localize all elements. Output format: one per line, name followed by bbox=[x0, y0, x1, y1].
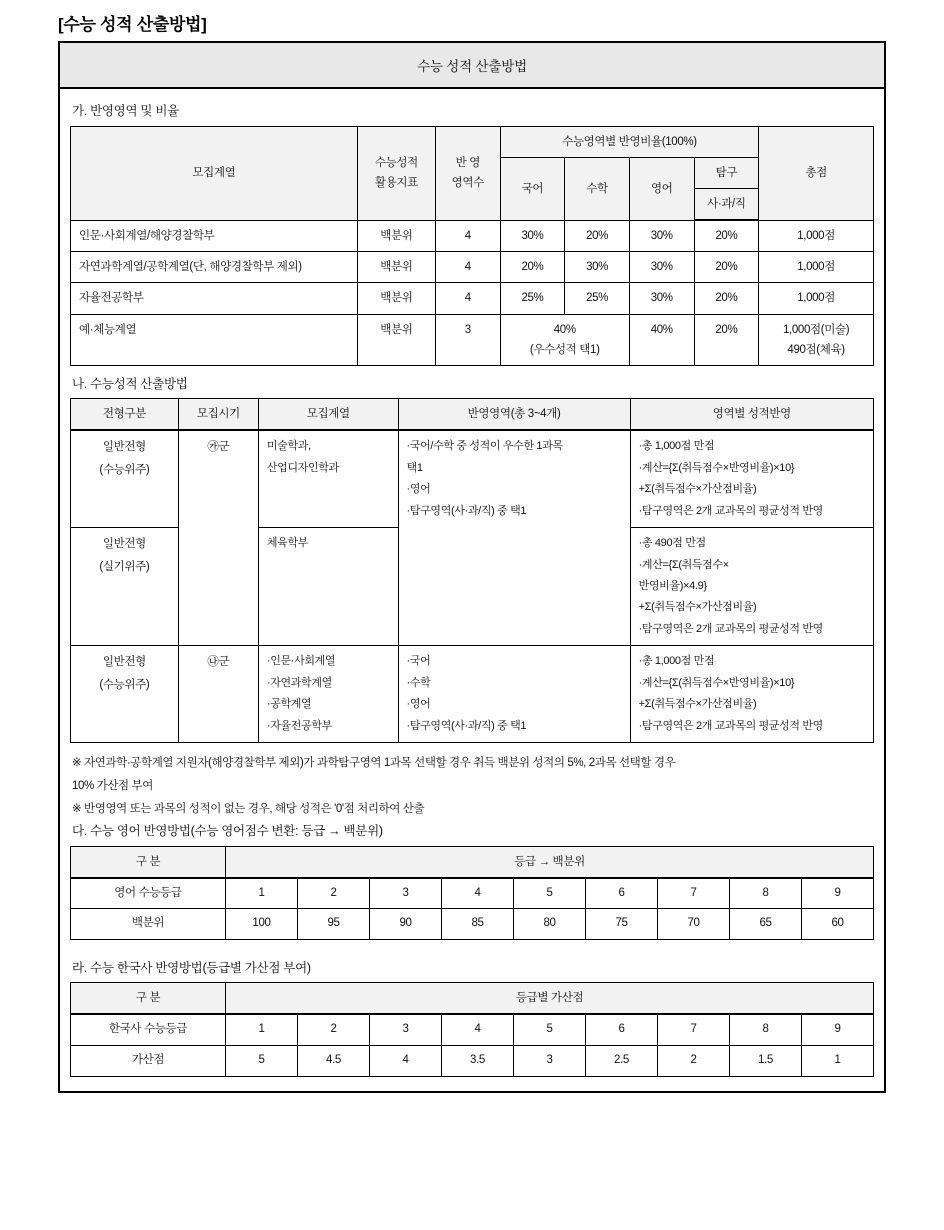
cell-grade: 5 bbox=[514, 878, 586, 909]
list-item: +Σ(취득점수×가산점비율) bbox=[638, 483, 757, 496]
cell-grade: 8 bbox=[730, 878, 802, 909]
cell-korean: 20% bbox=[500, 252, 565, 283]
type-line1: 일반전형 bbox=[102, 656, 146, 669]
cell-bonus: 2 bbox=[658, 1045, 730, 1076]
cell-score bbox=[630, 528, 873, 646]
major-list bbox=[267, 651, 394, 737]
cell-bonus: 3 bbox=[514, 1045, 586, 1076]
table-calculation-method bbox=[70, 398, 874, 743]
cell-bonus: 4 bbox=[370, 1045, 442, 1076]
section-b-notes bbox=[72, 752, 872, 821]
row-label-bonus: 가산점 bbox=[71, 1045, 226, 1076]
table-row bbox=[71, 909, 874, 940]
list-item: ·자연과학계열 bbox=[266, 676, 332, 689]
box-heading: 수능 성적 산출방법 bbox=[60, 43, 884, 89]
score-list bbox=[639, 651, 869, 737]
th-count-line2: 영역수 bbox=[451, 177, 484, 190]
table-d-head-row bbox=[71, 983, 874, 1015]
table-row bbox=[71, 283, 874, 314]
cell-count: 4 bbox=[435, 220, 500, 252]
cell-bonus: 2.5 bbox=[586, 1045, 658, 1076]
cell-bonus: 3.5 bbox=[442, 1045, 514, 1076]
cell-term: ㉮군 bbox=[178, 430, 258, 645]
score-list bbox=[639, 436, 869, 522]
cell-index: 백분위 bbox=[357, 252, 435, 283]
type-line1: 일반전형 bbox=[102, 538, 146, 551]
major-list bbox=[267, 436, 394, 479]
list-item: ·영어 bbox=[406, 483, 431, 496]
cell-grade: 6 bbox=[586, 878, 658, 909]
th-score: 영역별 성적반영 bbox=[630, 399, 873, 431]
list-item: ·계산={Σ(취득점수× bbox=[638, 558, 729, 571]
cell-count: 3 bbox=[435, 314, 500, 365]
table-d-body bbox=[71, 1014, 874, 1076]
section-a-label: 가. 반영영역 및 비율 bbox=[72, 104, 179, 119]
cell-grade: 6 bbox=[586, 1014, 658, 1045]
cell-english: 40% bbox=[629, 314, 694, 365]
section-b-label: 나. 수능성적 산출방법 bbox=[72, 376, 188, 391]
cell-total bbox=[759, 314, 874, 365]
cell-count: 4 bbox=[435, 252, 500, 283]
th-index bbox=[357, 126, 435, 220]
th-english: 영어 bbox=[629, 157, 694, 220]
row-label-percentile: 백분위 bbox=[71, 909, 226, 940]
cell-grade: 1 bbox=[226, 1014, 298, 1045]
cell-grade: 7 bbox=[658, 878, 730, 909]
cell-percentile: 65 bbox=[730, 909, 802, 940]
list-item: ·공학계열 bbox=[266, 698, 312, 711]
cell-grade: 5 bbox=[514, 1014, 586, 1045]
list-item: ·탐구영역(사·과/직) 중 택1 bbox=[406, 504, 527, 517]
list-item: ·계산={Σ(취득점수×반영비율)×10} bbox=[638, 461, 795, 474]
table-b-head bbox=[71, 399, 874, 431]
cell-type bbox=[71, 646, 179, 743]
cell-english: 30% bbox=[629, 283, 694, 314]
type-line2: (수능위주) bbox=[99, 678, 150, 691]
list-item: ·탐구영역은 2개 교과목의 평균성적 반영 bbox=[638, 719, 823, 732]
cell-major bbox=[258, 430, 398, 527]
cell-math: 20% bbox=[565, 220, 630, 252]
table-b-head-row bbox=[71, 399, 874, 431]
th-term: 모집시기 bbox=[178, 399, 258, 431]
cell-grade: 1 bbox=[226, 878, 298, 909]
areas-list bbox=[407, 651, 626, 737]
list-item: ·총 1,000점 만점 bbox=[638, 440, 715, 453]
cell-score bbox=[630, 430, 873, 527]
table-reflection-ratio bbox=[70, 126, 874, 366]
th-division: 구 분 bbox=[71, 983, 226, 1015]
th-count-line1: 반 영 bbox=[455, 157, 480, 170]
box-body bbox=[60, 89, 884, 1090]
section-c-label: 다. 수능 영어 반영방법(수능 영어점수 변환: 등급 → 백분위) bbox=[72, 824, 383, 839]
cell-korean-math-merged bbox=[500, 314, 629, 365]
table-row bbox=[71, 314, 874, 365]
cell-total: 1,000점 bbox=[759, 220, 874, 252]
table-row bbox=[71, 430, 874, 527]
list-item: 산업디자인학과 bbox=[266, 461, 339, 474]
cell-inquiry: 20% bbox=[694, 252, 759, 283]
list-item: ·인문·사회계열 bbox=[266, 655, 336, 668]
row-label-grade: 영어 수능등급 bbox=[71, 878, 226, 909]
list-item: ·영어 bbox=[406, 698, 431, 711]
score-list bbox=[639, 533, 869, 640]
th-division: 구 분 bbox=[71, 846, 226, 878]
th-count bbox=[435, 126, 500, 220]
list-item: ·총 1,000점 만점 bbox=[638, 655, 715, 668]
cell-bonus: 1.5 bbox=[730, 1045, 802, 1076]
cell-percentile: 85 bbox=[442, 909, 514, 940]
cell-grade: 4 bbox=[442, 878, 514, 909]
table-english-conversion bbox=[70, 846, 874, 940]
cell-score bbox=[630, 646, 873, 743]
table-c-body bbox=[71, 878, 874, 940]
cell-bonus: 1 bbox=[802, 1045, 874, 1076]
merged-line2: (우수성적 택1) bbox=[529, 343, 600, 356]
note-line: ※ 반영영역 또는 과목의 성적이 없는 경우, 해당 성적은 '0'점 처리하여 산출 bbox=[72, 803, 425, 816]
list-item: ·탐구영역은 2개 교과목의 평균성적 반영 bbox=[638, 622, 823, 635]
list-item: +Σ(취득점수×가산점비율) bbox=[638, 601, 757, 614]
cell-english: 30% bbox=[629, 220, 694, 252]
cell-grade: 7 bbox=[658, 1014, 730, 1045]
cell-areas bbox=[398, 430, 630, 645]
type-line2: (수능위주) bbox=[99, 463, 150, 476]
th-areas: 반영영역(총 3~4개) bbox=[398, 399, 630, 431]
th-major: 모집계열 bbox=[258, 399, 398, 431]
th-total: 총점 bbox=[759, 126, 874, 220]
cell-grade: 8 bbox=[730, 1014, 802, 1045]
cell-korean: 25% bbox=[500, 283, 565, 314]
cell-english: 30% bbox=[629, 252, 694, 283]
cell-inquiry: 20% bbox=[694, 220, 759, 252]
spacer bbox=[70, 940, 874, 958]
cell-major bbox=[258, 528, 398, 646]
list-item: 체육학부 bbox=[266, 537, 309, 550]
cell-inquiry: 20% bbox=[694, 283, 759, 314]
cell-percentile: 75 bbox=[586, 909, 658, 940]
table-d-head bbox=[71, 983, 874, 1015]
cell-index: 백분위 bbox=[357, 314, 435, 365]
cell-grade: 4 bbox=[442, 1014, 514, 1045]
total-line2: 490점(체육) bbox=[787, 343, 845, 356]
type-line1: 일반전형 bbox=[102, 441, 146, 454]
type-line2: (실기위주) bbox=[99, 560, 150, 573]
table-a-head-row-1 bbox=[71, 126, 874, 157]
cell-math: 25% bbox=[565, 283, 630, 314]
cell-areas bbox=[398, 646, 630, 743]
list-item: +Σ(취득점수×가산점비율) bbox=[638, 698, 757, 711]
cell-percentile: 60 bbox=[802, 909, 874, 940]
list-item: ·탐구영역은 2개 교과목의 평균성적 반영 bbox=[638, 504, 823, 517]
table-c-head bbox=[71, 846, 874, 878]
cell-grade: 3 bbox=[370, 878, 442, 909]
th-inquiry-sub: 사·과/직 bbox=[694, 189, 759, 221]
page-title: [수능 성적 산출방법] bbox=[58, 15, 207, 34]
table-row bbox=[71, 646, 874, 743]
areas-list bbox=[407, 436, 626, 522]
list-item: ·자율전공학부 bbox=[266, 719, 332, 732]
table-a-head bbox=[71, 126, 874, 220]
main-content-frame bbox=[58, 41, 886, 1092]
cell-index: 백분위 bbox=[357, 283, 435, 314]
th-series: 모집계열 bbox=[71, 126, 358, 220]
cell-percentile: 70 bbox=[658, 909, 730, 940]
cell-korean: 30% bbox=[500, 220, 565, 252]
cell-total: 1,000점 bbox=[759, 252, 874, 283]
list-item: ·탐구영역(사·과/직) 중 택1 bbox=[406, 719, 527, 732]
th-type: 전형구분 bbox=[71, 399, 179, 431]
th-math: 수학 bbox=[565, 157, 630, 220]
th-index-line1: 수능성적 bbox=[374, 157, 418, 170]
cell-grade: 2 bbox=[298, 878, 370, 909]
cell-series: 인문·사회계열/해양경찰학부 bbox=[71, 220, 358, 252]
list-item: ·총 490점 만점 bbox=[638, 537, 706, 550]
cell-series: 예·체능계열 bbox=[71, 314, 358, 365]
cell-type bbox=[71, 430, 179, 527]
th-korean: 국어 bbox=[500, 157, 565, 220]
cell-index: 백분위 bbox=[357, 220, 435, 252]
note-line: ※ 자연과학·공학계열 지원자(해양경찰학부 제외)가 과학탐구영역 1과목 선택할 경우 취득 백분위 성적의 5%, 2과목 선택할 경우 bbox=[72, 757, 676, 770]
merged-line1: 40% bbox=[553, 323, 576, 336]
th-index-line2: 활용지표 bbox=[374, 177, 418, 190]
cell-percentile: 80 bbox=[514, 909, 586, 940]
th-group: 등급 → 백분위 bbox=[226, 846, 874, 878]
list-item: ·수학 bbox=[406, 676, 431, 689]
list-item: ·계산={Σ(취득점수×반영비율)×10} bbox=[638, 676, 795, 689]
section-d-label: 라. 수능 한국사 반영방법(등급별 가산점 부여) bbox=[72, 960, 311, 975]
cell-type bbox=[71, 528, 179, 646]
cell-series: 자율전공학부 bbox=[71, 283, 358, 314]
cell-bonus: 4.5 bbox=[298, 1045, 370, 1076]
cell-grade: 2 bbox=[298, 1014, 370, 1045]
list-item: 반영비율)×4.9} bbox=[638, 580, 707, 592]
list-item: 택1 bbox=[406, 461, 423, 474]
cell-total: 1,000점 bbox=[759, 283, 874, 314]
cell-count: 4 bbox=[435, 283, 500, 314]
table-row bbox=[71, 252, 874, 283]
table-korean-history-bonus bbox=[70, 982, 874, 1076]
row-label-grade: 한국사 수능등급 bbox=[71, 1014, 226, 1045]
cell-term: ㉯군 bbox=[178, 646, 258, 743]
table-row bbox=[71, 1045, 874, 1076]
table-b-body bbox=[71, 430, 874, 742]
major-list bbox=[267, 533, 394, 554]
cell-percentile: 100 bbox=[226, 909, 298, 940]
list-item: ·국어/수학 중 성적이 우수한 1과목 bbox=[406, 440, 563, 453]
list-item: ·국어 bbox=[406, 655, 431, 668]
cell-grade: 9 bbox=[802, 1014, 874, 1045]
table-row bbox=[71, 1014, 874, 1045]
table-c-head-row bbox=[71, 846, 874, 878]
cell-percentile: 95 bbox=[298, 909, 370, 940]
table-a-body bbox=[71, 220, 874, 365]
th-ratio-group: 수능영역별 반영비율(100%) bbox=[500, 126, 759, 157]
table-row bbox=[71, 878, 874, 909]
cell-grade: 3 bbox=[370, 1014, 442, 1045]
cell-percentile: 90 bbox=[370, 909, 442, 940]
cell-major bbox=[258, 646, 398, 743]
cell-bonus: 5 bbox=[226, 1045, 298, 1076]
th-inquiry: 탐구 bbox=[694, 157, 759, 188]
note-line: 10% 가산점 부여 bbox=[72, 780, 153, 793]
list-item: 미술학과, bbox=[266, 440, 311, 453]
table-row bbox=[71, 220, 874, 252]
total-line1: 1,000점(미술) bbox=[782, 323, 850, 336]
cell-grade: 9 bbox=[802, 878, 874, 909]
cell-series: 자연과학계열/공학계열(단, 해양경찰학부 제외) bbox=[71, 252, 358, 283]
cell-math: 30% bbox=[565, 252, 630, 283]
th-group: 등급별 가산점 bbox=[226, 983, 874, 1015]
cell-inquiry: 20% bbox=[694, 314, 759, 365]
